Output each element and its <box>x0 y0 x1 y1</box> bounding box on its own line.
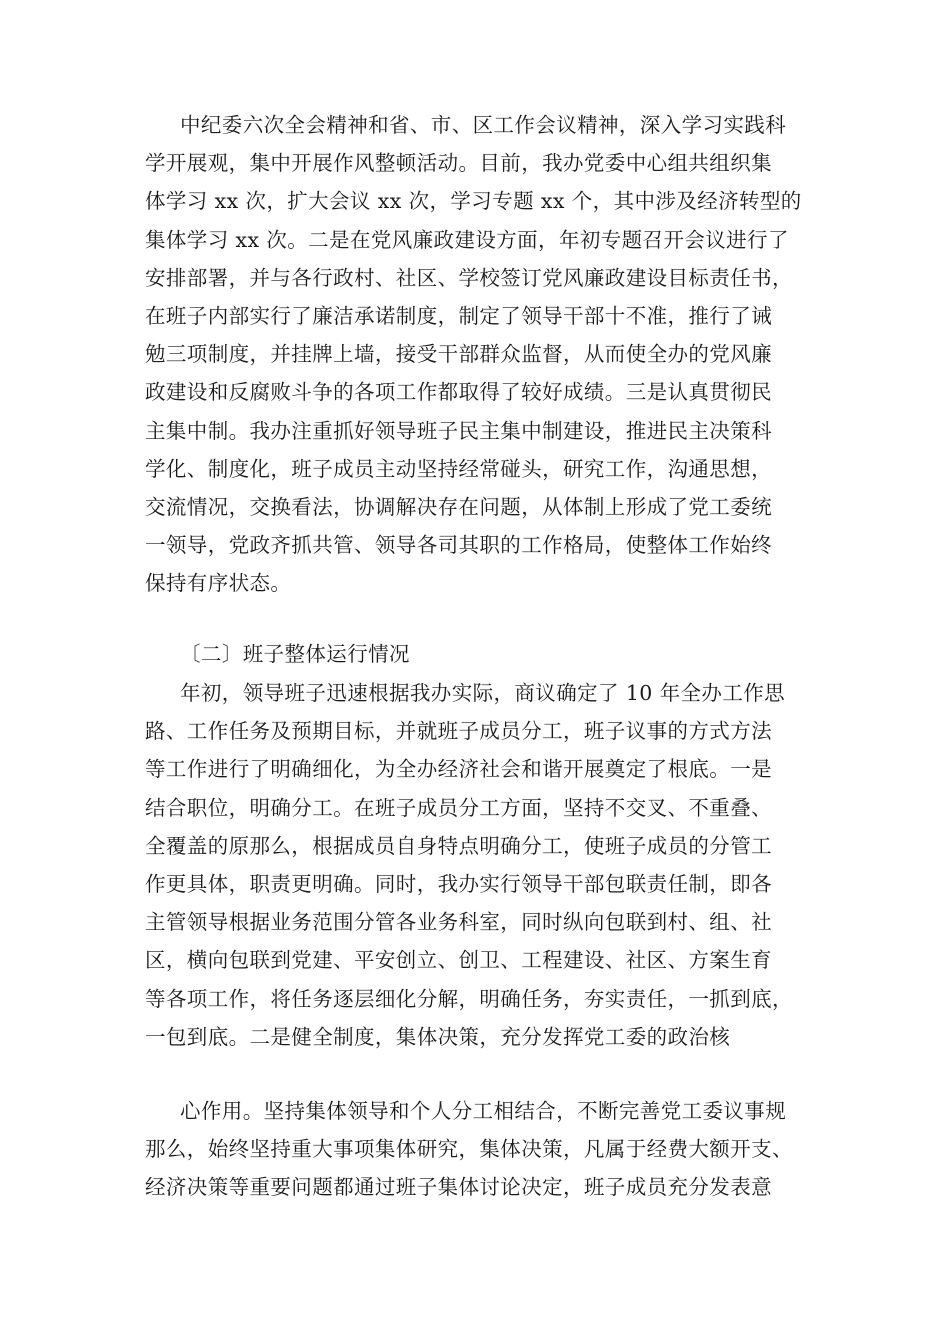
section-heading-text: 〔二〕班子整体运行情况 <box>180 642 410 666</box>
text-line: 保持有序状态。 <box>145 571 292 596</box>
text-line: 作更具体，职责更明确。同时，我办实行领导干部包联责任制，即各 <box>145 871 772 896</box>
text-line: 政建设和反腐败斗争的各项工作都取得了较好成绩。三是认真贯彻民 <box>145 380 772 405</box>
text-line: 交流情况，交换看法，协调解决存在问题，从体制上形成了党工委统 <box>145 494 772 519</box>
text-line: 路、工作任务及预期目标，并就班子成员分工，班子议事的方式方法 <box>145 719 772 744</box>
text-line: 学开展观，集中开展作风整顿活动。目前，我办党委中心组共组织集 <box>145 151 772 176</box>
paragraph-2 <box>145 674 805 1056</box>
text-line: 主集中制。我办注重抓好领导班子民主集中制建设，推进民主决策科 <box>145 418 772 443</box>
text-line: 一包到底。二是健全制度，集体决策，充分发挥党工委的政治核 <box>145 1024 731 1049</box>
paragraph-1 <box>145 106 805 602</box>
text-line: 中纪委六次全会精神和省、市、区工作会议精神，深入学习实践科 <box>180 113 787 137</box>
text-line: 结合职位，明确分工。在班子成员分工方面，坚持不交叉、不重叠、 <box>145 795 772 820</box>
text-line: 体学习 xx 次，扩大会议 xx 次，学习专题 xx 个，其中涉及经济转型的 <box>145 189 802 214</box>
text-line: 学化、制度化，班子成员主动坚持经常碰头，研究工作，沟通思想， <box>145 456 772 481</box>
text-line: 年初，领导班子迅速根据我办实际，商议确定了 10 年全办工作思 <box>180 681 786 705</box>
text-line: 一领导，党政齐抓共管、领导各司其职的工作格局，使整体工作始终 <box>145 533 772 558</box>
text-line: 集体学习 xx 次。二是在党风廉政建设方面，年初专题召开会议进行了 <box>145 227 789 252</box>
text-line: 区，横向包联到党建、平安创立、创卫、工程建设、社区、方案生育 <box>145 948 772 973</box>
text-line: 主管领导根据业务范围分管各业务科室，同时纵向包联到村、组、社 <box>145 910 772 935</box>
section-heading <box>145 635 805 673</box>
text-line: 安排部署，并与各行政村、社区、学校签订党风廉政建设目标责任书， <box>145 265 793 290</box>
text-line: 等各项工作，将任务逐层细化分解，明确任务，夯实责任，一抓到底， <box>145 986 793 1011</box>
paragraph-3 <box>145 1092 805 1207</box>
text-line: 心作用。坚持集体领导和个人分工相结合，不断完善党工委议事规 <box>180 1099 787 1123</box>
text-line: 那么，始终坚持重大事项集体研究，集体决策，凡属于经费大额开支、 <box>145 1137 793 1162</box>
text-line: 经济决策等重要问题都通过班子集体讨论决定，班子成员充分发表意 <box>145 1175 772 1200</box>
text-line: 勉三项制度，并挂牌上墙，接受干部群众监督，从而使全办的党风廉 <box>145 342 772 367</box>
text-line: 在班子内部实行了廉洁承诺制度，制定了领导干部十不准，推行了诫 <box>145 303 772 328</box>
text-line: 等工作进行了明确细化，为全办经济社会和谐开展奠定了根底。一是 <box>145 757 772 782</box>
text-line: 全覆盖的原那么，根据成员自身特点明确分工，使班子成员的分管工 <box>145 833 772 858</box>
